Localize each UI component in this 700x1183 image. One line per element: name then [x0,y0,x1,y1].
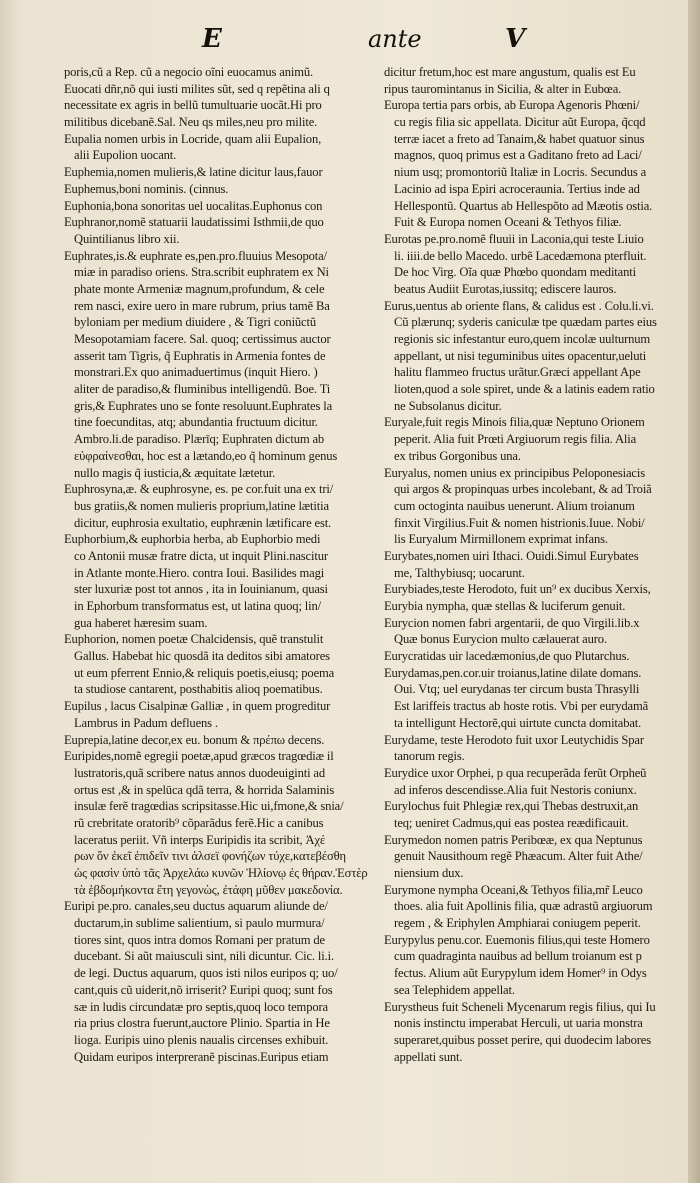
text-line: ripus tauromintanus in Sicilia, & alter in Eubœa. [384,81,622,96]
text-line: Euphemus,boni nominis. (cinnus. [64,181,229,196]
text-line: De hoc Virg. Oĩa quæ Phœbo quondam meditanti [394,265,636,280]
text-line: Eupalia nomen urbis in Locride, quam alii Eupalion, [64,131,322,146]
text-line: Euripi pe.pro. canales,seu ductus aquarum aliunde de/ [64,899,328,914]
text-line: Euphorbium,& euphorbia herba, ab Euphorbio medi [64,532,321,547]
text-line: Eurypylus penu.cor. Euemonis filius,qui teste Homero [384,932,650,947]
text-line: Eurydame, teste Herodoto fuit uxor Leutychidis Spar [384,732,644,747]
text-line: Quæ bonus Eurycion multo cælauerat auro. [394,632,607,647]
text-line: ta studiose cantarent, posthabitis alioq poematibus. [74,682,323,697]
text-line: halitu flammeo fructus urãtur.Græci appellant Ape [394,365,641,380]
text-line: appellati sunt. [394,1049,463,1064]
text-line: Europa tertia pars orbis, ab Europa Agenoris Phœni/ [384,98,640,113]
text-line: sea Telephidem appellat. [394,982,515,997]
text-line: cant,quis cũ uiderit,nõ irriserit? Euripi quoq; sunt fos [74,982,333,997]
text-line: Eurybates,nomen uiri Ithaci. Ouidi.Simul Eurybates [384,548,639,563]
text-line: tanorum regis. [394,749,465,764]
text-line: Lambrus in Padum defluens . [74,715,218,730]
text-line: fectus. Alium aũt Eurypylum idem Homer⁹ in Odys [394,966,647,981]
text-line: Eurystheus fuit Scheneli Mycenarum regis filius, qui Iu [384,999,656,1014]
text-line: Eupilus , lacus Cisalpinæ Galliæ , in quem progreditur [64,699,331,714]
text-line: laceratus periit. Vñ interps Euripidis ita scribit, Ἀχέ [74,832,326,847]
text-line: asserit tam Tigris, q̃ Euphratis in Armenia fontes de [74,348,326,363]
text-line: qui argos & propinquas urbes incolebant, & ad Troiã [394,482,652,497]
text-line: lioga. Euripis uino plenis naualis circenses exhibuit. [74,1032,329,1047]
text-line: militibus dicebanẽ.Sal. Neu qs miles,neu pro milite. [64,115,318,130]
text-line: Mesopotamiam facere. Sal. quoq; certissimus auctor [74,332,331,346]
text-line: lioten,quod a sole spiret, unde & a latinis eadem ratio [394,382,655,397]
text-line: Eurycion nomen fabri argentarii, de quo Virgili.lib.x [384,615,640,630]
text-line: εὐφραίνεσθαι, hoc est a lætando,eo q̃ hominum genus [74,448,338,463]
text-line: niensium dux. [394,866,464,880]
page-header [0,22,700,56]
text-line: Euphrosyna,æ. & euphrosyne, es. pe cor.fuit una ex tri/ [64,482,334,497]
text-line: Hellespontũ. Quartus ab Hellespõto ad Mæotis ostia. [394,198,653,213]
text-line: nonis instinctu imperabat Herculi, ut uaria monstra [394,1016,643,1031]
text-line: Fuit & Europa nomen Oceani & Tethyos filiæ. [394,215,622,230]
text-line: regionis sic infestantur euro,quem incolæ uulturnum [394,332,651,346]
text-line: Eurylochus fuit Phlegiæ rex,qui Thebas destruxit,an [384,799,639,814]
text-line: Cũ plærunq; syderis caniculæ tpe quædam partes eius [394,315,657,330]
text-line: Euphemia,nomen mulieris,& latine dicitur laus,fauor [64,165,323,180]
text-line: nium usq; promontoriũ Italiæ in Locris. Secundus a [394,165,647,180]
left-column [64,64,374,1065]
text-line: Euprepia,latine decor,ex eu. bonum & πρέπω decens. [64,732,325,747]
text-line: in Ephorbum transformatus est, ut latina quoq; lin/ [74,599,321,613]
header-letter-right: V [505,24,526,54]
text-line: li. iiii.de bello Macedo. urbẽ Lacedæmona pterfluit. [394,248,647,263]
text-line: teq; ueniret Cadmus,qui eas postea reædificauit. [394,815,629,830]
text-line: magnos, quoq primus est a Gaditano freto ad Laci/ [394,148,642,163]
text-line: Eurydamas,pen.cor.uir troianus,latine dilate domans. [384,665,642,680]
text-line: gris,& Euphrates uno se fonte resoluunt.Euphrates la [74,398,333,413]
text-line: Eurybia nympha, quæ stellas & luciferum genuit. [384,599,626,613]
text-line: Ambro.li.de paradiso. Plærīq; Euphraten dictum ab [74,432,325,447]
text-line: Eurybiades,teste Herodoto, fuit un⁹ ex ducibus Xerxis, [384,582,651,597]
text-line: Eurymedon nomen patris Peribœæ, ex qua Neptunus [384,832,643,847]
text-line: ta intelligunt Hectorẽ,qui uirtute cuncta domitabat. [394,715,642,730]
text-line: necessitate ex agris in bellũ tumultuarie uocãt.Hi pro [64,98,322,113]
text-line: alii Eupolion uocant. [74,148,177,163]
text-line: appellant, ut nisi teguminibus uites opacentur,ueluti [394,348,647,363]
text-line: Quidam euripos interpreranẽ piscinas.Euripus etiam [74,1049,329,1064]
text-line: ad inferos descendisse.Alia fuit Nestoris coniunx. [394,782,637,797]
text-line: Euphonia,bona sonoritas uel uocalitas.Euphonus con [64,198,323,213]
text-line: Euphorion, nomen poetæ Chalcidensis, quẽ transtulit [64,632,324,647]
text-line: Euphranor,nomẽ statuarii laudatissimi Isthmii,de quo [64,215,324,230]
text-line: dicitur, euphrosia exultatio, euphrænin lætificare est. [74,515,332,530]
text-line: regem , & Eriphylen Amphiarai coniugem peperit. [394,916,641,931]
text-line: me, Talthybiusq; uocarunt. [394,565,525,580]
text-line: Euryalus, nomen unius ex principibus Peloponesiacis [384,465,645,480]
text-line: Gallus. Habebat hic quosdã ita deditos sibi amatores [74,649,330,664]
text-line: peperit. Alia fuit Prœti Argiuorum regis filia. Alia [394,432,637,447]
text-line: ortus est ,& in spelūca qdã terra, & horrida Salaminis [74,782,335,797]
text-line: Euphrates,is.& euphrate es,pen.pro.fluuius Mesopota/ [64,248,327,263]
text-line: aliter de paradiso,& fluminibus intelligendũ. Boe. Ti [74,382,331,397]
text-line: ria prius clostra fuerunt,auctore Plinio. Spartia in He [74,1016,330,1031]
text-line: co Antonii musæ fratre dicta, ut inquit Plini.nascitur [74,548,328,563]
text-line: tine foecunditas, atq; abundantia fructuum dicitur. [74,415,318,430]
text-line: Oui. Vtq; uel eurydanas ter circum busta Thrasylli [394,682,640,697]
text-line: lis Euryalum Mirmillonem exprimat infans. [394,532,608,547]
text-line: cum octoginta nauibus uenerunt. Alium troianum [394,498,635,513]
text-line: lustratoris,quã scribere natus annos duodeuiginti ad [74,765,326,780]
text-line: sæ in ludis circundatæ pro septis,quoq loco tempora [74,999,328,1014]
text-line: Lacinio ad ispa Epiri acroceraunia. Tertius inde ad [394,181,640,196]
text-line: gua haberet hæresim suam. [74,615,208,630]
header-word: ante [368,25,422,53]
text-line: in Atlante monte.Hiero. contra Ioui. Basilides magi [74,565,325,580]
text-line: phate monte Armeniæ magnum,profundum, & cele [74,281,325,296]
text-line: Euripides,nomẽ egregii poetæ,apud græcos tragœdiæ il [64,749,334,764]
text-line: Quintilianus libro xii. [74,231,180,246]
text-line: superaret,quibus posset perire, qui duodecim labores [394,1032,651,1047]
text-line: nullo magis q̃ iusticia,& æquitate lætetur. [74,465,276,480]
text-line: Eurotas pe.pro.nomẽ fluuii in Laconia,qui teste Liuio [384,231,644,246]
text-line: Eurydice uxor Orphei, p qua recuperãda ferũt Orpheũ [384,765,647,780]
right-column [384,64,686,1065]
text-line: beatus Audiit Eurotas,iussitq; ediscere lauros. [394,281,617,296]
text-line: ductarum,in sublime salientium, si paulo murmura/ [74,916,325,931]
text-line: ster luxuriæ post tot annos , ita in Iouinianum, quasi [74,582,328,597]
text-line: ὡς φασὶν ὑπὸ τᾶς Ἀρχελάω κυνῶν Ἠλίονῳ ἐς θήραν.Ἐστὲρ [74,866,368,880]
text-line: ne Subsolanus dicitur. [394,398,502,413]
text-line: miæ in paradiso oriens. Stra.scribit euphratem ex Ni [74,265,329,280]
text-line: ρων ὅν ἐκεῖ ἐπιδεῖν τινι ἀλσεϊ φονήζων τύχε,κατεβέσθη [74,849,346,864]
text-line: Eurycratidas uir lacedæmonius,de quo Plutarchus. [384,649,630,664]
text-line: rũ crebritate oratorib⁹ cõparãdus ferẽ.Hic a canibus [74,815,324,830]
text-line: de legi. Ductus aquarum, quos isti nilos euripos q; uo/ [74,966,338,981]
text-line: bus gratiis,& nomen mulieris proprium,latine lætitia [74,498,329,513]
text-line: cum quadraginta nauibus ad bellum troianum est p [394,949,642,964]
text-line: tiores sint, quos intra domos Romani per pratum de [74,932,325,947]
text-line: Eurymone nympha Oceani,& Tethyos filia,mr̃ Leuco [384,882,643,897]
text-line: τὰ ἑβδομήκοντα ἔτη γεγονὼς, ἐτάφη μῦθεν μακεδονία. [74,882,343,897]
text-line: Euocati dñr,nõ qui iusti milites sũt, sed q repẽtina ali q [64,81,330,96]
text-line: genuit Nausithoum regẽ Phæacum. Alter fuit Athe/ [394,849,643,864]
text-line: dicitur fretum,hoc est mare angustum, qualis est Eu [384,65,636,79]
text-line: monstrari.Ex quo animaduertimus (inquit Hiero. ) [74,365,318,380]
text-line: poris,cũ a Rep. cũ a negocio oĩni euocamus animũ. [64,65,314,79]
text-line: Euryale,fuit regis Minois filia,quæ Neptuno Orionem [384,415,645,430]
text-line: byloniam per medium diuidere , & Tigri coniũctũ [74,315,316,330]
text-line: thoes. alia fuit Apollinis filia, quæ adrastũ argiuorum [394,899,653,914]
text-line: insulæ ferẽ tragœdias scripsitasse.Hic ui,fmone,& snia/ [74,799,344,814]
text-line: Est lariffeis tractus ab hoste rotis. Vbi per eurydamã [394,699,649,714]
text-line: ducebant. Si aũt maiusculi sint, nili dicuntur. Cic. li.i. [74,949,334,964]
text-line: rem nasci, exire uero in mare rubrum, prius tamẽ Ba [74,298,330,313]
header-letter-left: E [202,24,222,54]
text-line: cu regis filia sic appellata. Dicitur aũt Europa, q̃cqd [394,115,646,130]
text-line: ut eum pferrent Ennio,& reliquis poetis,eiusq; poema [74,665,335,680]
text-line: finxit Virgilius.Fuit & nomen histrionis.Iuue. Nobi/ [394,515,645,530]
text-line: Eurus,uentus ab oriente flans, & calidus est . Colu.li.vi. [384,298,654,313]
page-edge [688,0,700,1183]
text-line: ex tribus Gorgonibus una. [394,448,521,463]
text-line: terræ iacet a freto ad Tanaim,& habet quatuor sinus [394,131,645,146]
